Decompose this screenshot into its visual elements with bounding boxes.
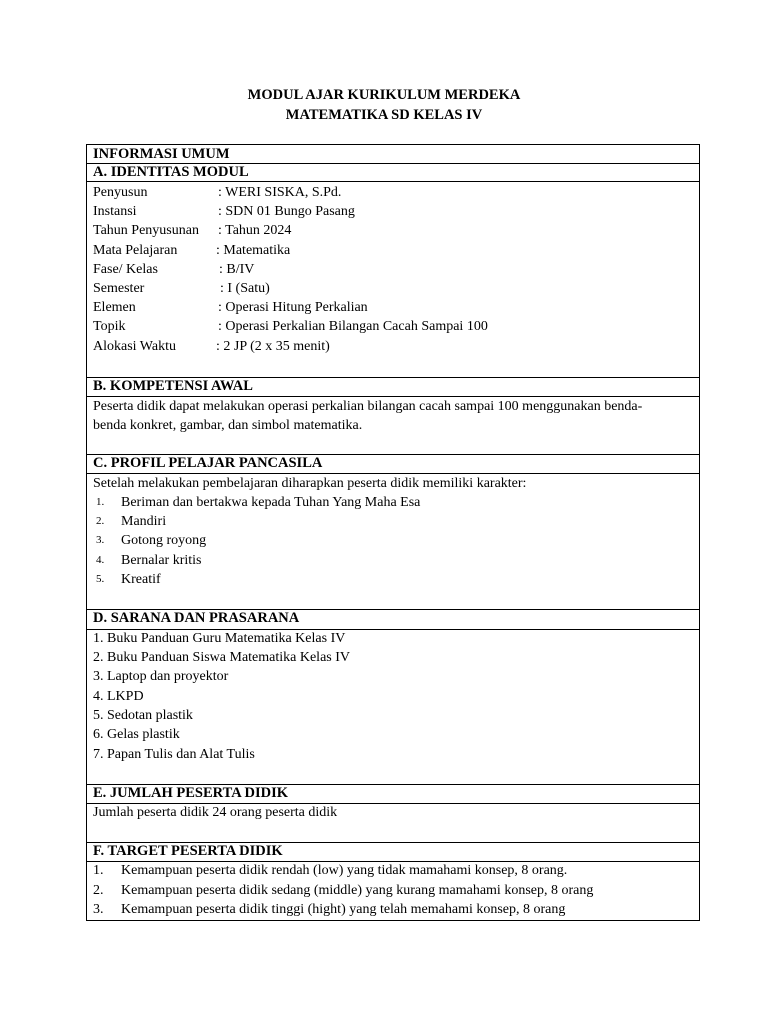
list-number: 2. xyxy=(93,883,104,898)
identitas-label: Alokasi Waktu xyxy=(93,339,176,354)
identitas-value: : 2 JP (2 x 35 menit) xyxy=(216,339,330,354)
document-title: MODUL AJAR KURIKULUM MERDEKA xyxy=(247,87,521,103)
list-number: 3. xyxy=(96,534,105,546)
list-number: 3. xyxy=(93,902,104,917)
identitas-value: : Operasi Perkalian Bilangan Cacah Sampai 100 xyxy=(218,319,488,334)
row-divider xyxy=(87,181,699,182)
list-number: 1. xyxy=(93,863,104,878)
identitas-label: Instansi xyxy=(93,204,137,219)
section-heading-identitas: A. IDENTITAS MODUL xyxy=(93,164,249,180)
list-item: 7. Papan Tulis dan Alat Tulis xyxy=(93,747,255,762)
identitas-label: Tahun Penyusunan xyxy=(93,223,199,238)
section-heading-target: F. TARGET PESERTA DIDIK xyxy=(93,843,283,859)
identitas-label: Semester xyxy=(93,281,145,296)
list-item: Beriman dan bertakwa kepada Tuhan Yang Maha Esa xyxy=(121,495,421,510)
identitas-value: : SDN 01 Bungo Pasang xyxy=(218,204,355,219)
list-item: 4. LKPD xyxy=(93,689,144,704)
identitas-value: : I (Satu) xyxy=(220,281,270,296)
list-number: 2. xyxy=(96,515,105,527)
identitas-value: : Tahun 2024 xyxy=(218,223,292,238)
jumlah-text: Jumlah peserta didik 24 orang peserta didik xyxy=(93,805,338,820)
list-item: 5. Sedotan plastik xyxy=(93,708,193,723)
list-item: 2. Buku Panduan Siswa Matematika Kelas IV xyxy=(93,650,351,665)
list-number: 1. xyxy=(96,496,105,508)
identitas-value: : Matematika xyxy=(216,243,291,258)
list-item: Kemampuan peserta didik sedang (middle) yang kurang mamahami konsep, 8 orang xyxy=(121,883,594,898)
list-item: Kemampuan peserta didik rendah (low) yang tidak mamahami konsep, 8 orang. xyxy=(121,863,568,878)
list-item: Gotong royong xyxy=(121,533,207,548)
identitas-value: : Operasi Hitung Perkalian xyxy=(218,300,368,315)
profil-intro: Setelah melakukan pembelajaran diharapkan peserta didik memiliki karakter: xyxy=(93,476,527,491)
section-heading-profil: C. PROFIL PELAJAR PANCASILA xyxy=(93,455,323,471)
identitas-value: : B/IV xyxy=(219,262,255,277)
list-item: 3. Laptop dan proyektor xyxy=(93,669,229,684)
list-item: 1. Buku Panduan Guru Matematika Kelas IV xyxy=(93,631,346,646)
module-info-table xyxy=(86,144,700,921)
list-number: 5. xyxy=(96,573,105,585)
kompetensi-text-line: benda konkret, gambar, dan simbol matematika. xyxy=(93,418,363,433)
list-item: Mandiri xyxy=(121,514,167,529)
identitas-label: Penyusun xyxy=(93,185,148,200)
section-heading-sarana: D. SARANA DAN PRASARANA xyxy=(93,610,300,626)
section-heading-jumlah: E. JUMLAH PESERTA DIDIK xyxy=(93,785,288,801)
identitas-label: Mata Pelajaran xyxy=(93,243,178,258)
list-number: 4. xyxy=(96,554,105,566)
list-item: Kemampuan peserta didik tinggi (hight) yang telah memahami konsep, 8 orang xyxy=(121,902,566,917)
kompetensi-text-line: Peserta didik dapat melakukan operasi perkalian bilangan cacah sampai 100 menggunakan benda- xyxy=(93,399,643,414)
identitas-label: Topik xyxy=(93,319,126,334)
section-heading-kompetensi: B. KOMPETENSI AWAL xyxy=(93,378,253,394)
section-heading-informasi-umum: INFORMASI UMUM xyxy=(93,146,230,162)
identitas-value: : WERI SISKA, S.Pd. xyxy=(218,185,342,200)
list-item: Bernalar kritis xyxy=(121,553,202,568)
document-subtitle: MATEMATIKA SD KELAS IV xyxy=(285,107,483,123)
list-item: Kreatif xyxy=(121,572,161,587)
list-item: 6. Gelas plastik xyxy=(93,727,180,742)
identitas-label: Fase/ Kelas xyxy=(93,262,158,277)
identitas-label: Elemen xyxy=(93,300,136,315)
